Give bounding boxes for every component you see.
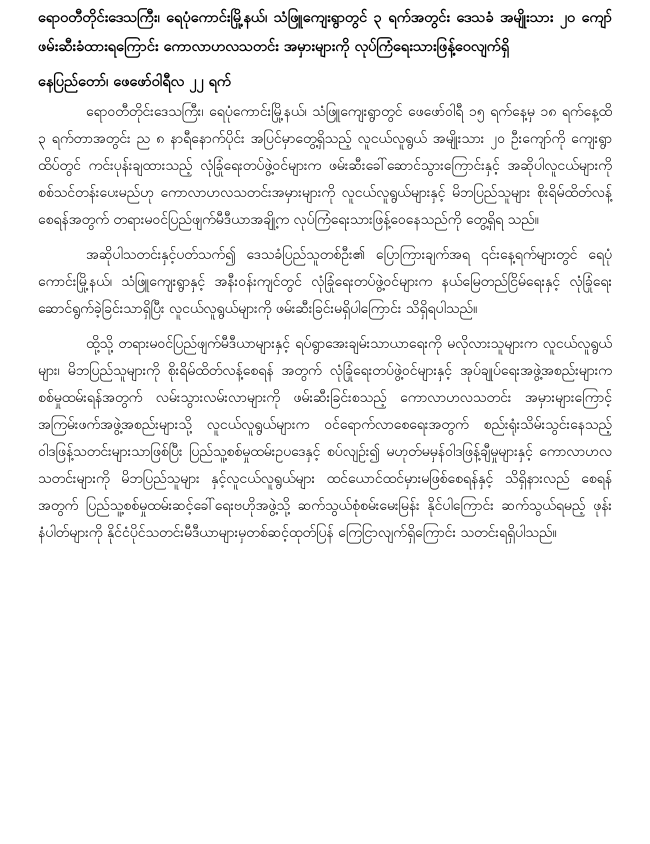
article-paragraph-3: ထို့သို့ တရားမဝင်ပြည်ဖျက်မီဒီယာများနှင့် ရပ်ရွာအေးချမ်းသာယာရေးကို မလိုလားသူများက လူငယ်လူရွယ်များ၊ မိဘပြည်သူများကို စိုးရိမ်ထိတ်လန့်စေရန် အတွက် လုံခြုံရေးတပ်ဖွဲ့ဝင်များနှင့် အုပ်ချုပ်ရေးအဖွဲ့အစည်းများက စစ်မှုထမ်းရန်အတွက် လမ်းသွားလမ်းလာများကို ဖမ်းဆီးခြင်းစသည့် ကောလာဟလသတင်း အမှားများကြောင့် အကြမ်းဖက်အဖွဲ့အစည်းများသို့ လူငယ်လူရွယ်များက ဝင်ရောက်လာစေရေးအတွက် စည်းရုံးသိမ်းသွင်းနေသည့် ဝါဒဖြန့်သတင်းများသာဖြစ်ပြီး ပြည်သူ့စစ်မှုထမ်းဥပဒေနှင့် စပ်လျဉ်း၍ မဟုတ်မမှန်ဝါဒဖြန့်ချီမှုများနှင့် ကောလာဟလသတင်းများကို မိဘပြည်သူများ နှင့်လူငယ်လူရွယ်များ ထင်ယောင်ထင်မှားမဖြစ်စေရန်နှင့် သိရှိနားလည် စေရန်အတွက် ပြည်သူ့စစ်မှုထမ်းဆင့်ခေါ်ရေးဗဟိုအဖွဲ့သို့ ဆက်သွယ်စုံစမ်းမေးမြန်း နိုင်ပါကြောင်း ဆက်သွယ်ရမည့် ဖုန်းနံပါတ်များကို နိုင်ငံပိုင်သတင်းမီဒီယာများမှတစ်ဆင့်ထုတ်ပြန် ကြေငြာလျက်ရှိကြောင်း သတင်းရရှိပါသည်။ [38, 336, 612, 541]
article-paragraph-2: အဆိုပါသတင်းနှင့်ပတ်သက်၍ ဒေသခံပြည်သူတစ်ဦး၏ ပြောကြားချက်အရ ၎င်းနေ့ရက်များတွင် ရေပုံကောင်းမြို့နယ်၊ သံဖြူကျေးရွာနှင့် အနီးဝန်းကျင်တွင် လုံခြုံရေးတပ်ဖွဲ့ဝင်များက နယ်မြေတည်ငြိမ်ရေးနှင့် လုံခြုံရေးဆောင်ရွက်ခဲ့ခြင်းသာရှိပြီး လူငယ်လူရွယ်များကို ဖမ်းဆီးခြင်းမရှိပါကြောင်း သိရှိရပါသည်။ [38, 247, 612, 317]
article-headline: ရောဝတီတိုင်းဒေသကြီး၊ ရေပုံကောင်းမြို့နယ်၊ သံဖြူကျေးရွာတွင် ၃ ရက်အတွင်း ဒေသခံ အမျိုးသား ၂၀ ကျော်ဖမ်းဆီးခံထားရကြောင်း ကောလာဟလသတင်း အမှားများကို လုပ်ကြံရေးသားဖြန့်ဝေလျက်ရှိ [38, 10, 612, 55]
article-dateline: နေပြည်တော်၊ ဖေဖော်ဝါရီလ ၂၂ ရက် [38, 74, 232, 90]
article-paragraph-1: ရောဝတီတိုင်းဒေသကြီး၊ ရေပုံကောင်းမြို့နယ်၊ သံဖြူကျေးရွာတွင် ဖေဖော်ဝါရီ ၁၅ ရက်နေ့မှ ၁၈ ရက်နေ့ထိ ၃ ရက်တာအတွင်း ည ၈ နာရီနောက်ပိုင်း အပြင်မှာတွေ့ရှိသည့် လူငယ်လူရွယ် အမျိုးသား ၂၀ ဦးကျော်ကို ကျေးရွာထိပ်တွင် ကင်းပုန်းချထားသည့် လုံခြုံရေးတပ်ဖွဲ့ဝင်များက ဖမ်းဆီးခေါ်ဆောင်သွားကြောင်းနှင့် အဆိုပါလူငယ်များကို စစ်သင်တန်းပေးမည်ဟု ကောလာဟလသတင်းအမှားများကို လူငယ်လူရွယ်များနှင့် မိဘပြည်သူများ စိုးရိမ်ထိတ်လန့်စေရန်အတွက် တရားမဝင်ပြည်ဖျက်မီဒီယာအချို့က လုပ်ကြံရေးသားဖြန့်ဝေနေသည်ကို တွေ့ရှိရ သည်။ [38, 104, 612, 228]
